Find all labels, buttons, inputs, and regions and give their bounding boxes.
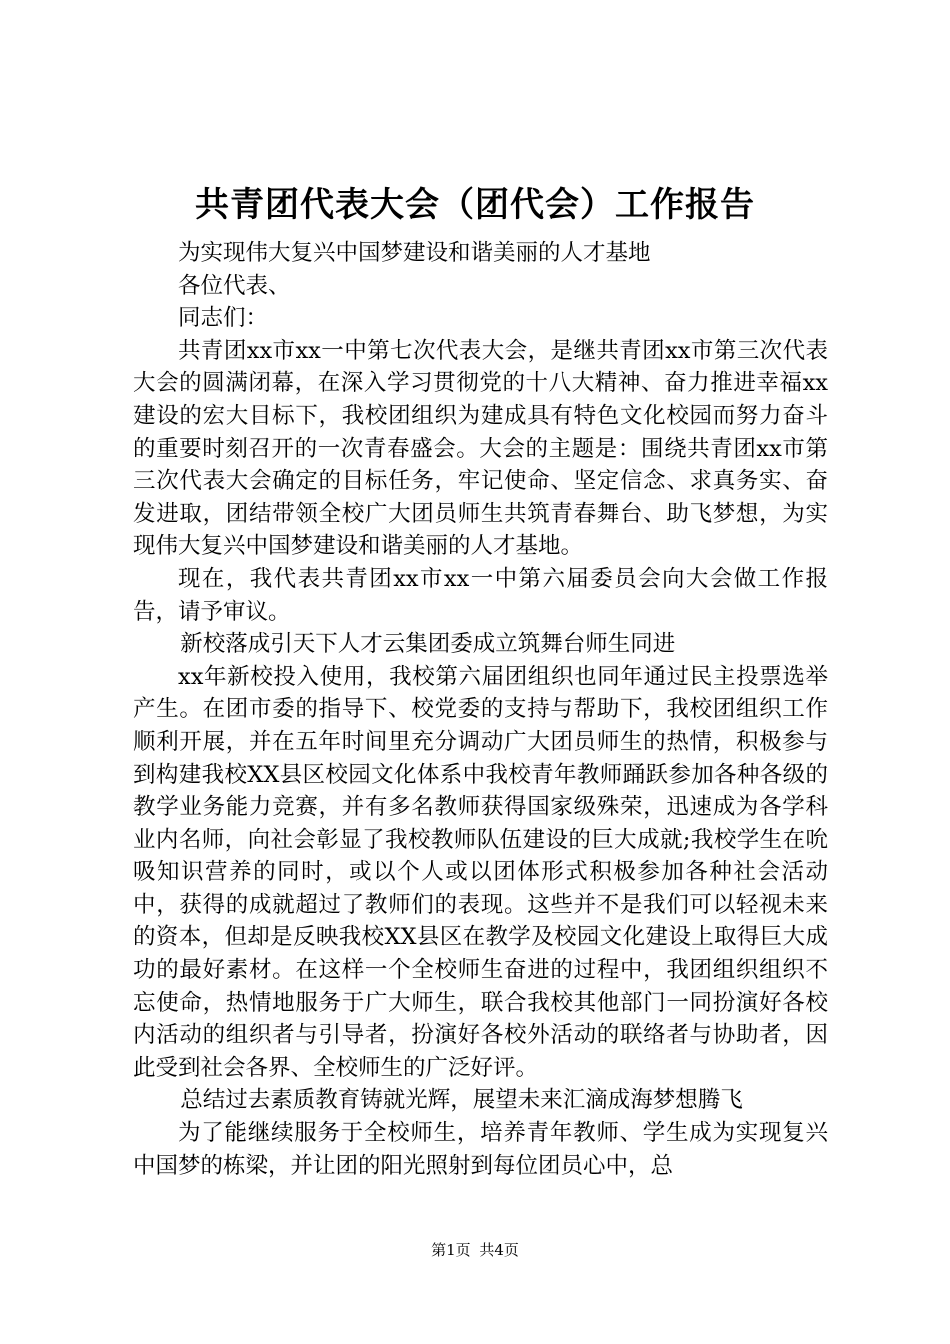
body-paragraph: 现在，我代表共青团xx市xx一中第六届委员会向大会做工作报告，请予审议。 — [133, 565, 828, 625]
body-paragraph: xx年新校投入使用，我校第六届团组织也同年通过民主投票选举产生。在团市委的指导下、校党委的支持与帮助下，我校团组织工作顺利开展，并在五年时间里充分调动广大团员师生的热情，积极参与到构建我校XX县区校园文化体系中我校青年教师踊跃参加各种各级的教学业务能力竞赛，并有多名教师获得国家级殊荣，迅速成为各学科业内名师，向社会彰显了我校教师队伍建设的巨大成就;我校学生在吮吸知识营养的同时，或以个人或以团体形式积极参加各种社会活动中，获得的成就超过了教师们的表现。这些并不是我们可以轻视未来的资本，但却是反映我校XX县区在教学及校园文化建设上取得巨大成功的最好素材。在这样一个全校师生奋进的过程中，我团组织组织不忘使命，热情地服务于广大师生，联合我校其他部门一同扮演好各校内活动的组织者与引导者，扮演好各校外活动的联络者与协助者，因此受到社会各界、全校师生的广泛好评。 — [133, 663, 828, 1081]
subtitle-paragraph: 为实现伟大复兴中国梦建设和谐美丽的人才基地 — [178, 240, 651, 266]
document-title: 共青团代表大会（团代会）工作报告 — [195, 185, 755, 225]
document-body — [133, 237, 828, 1182]
salutation-paragraph: 各位代表、 — [178, 272, 291, 299]
section-heading: 总结过去素质教育铸就光辉，展望未来汇滴成海梦想腾飞 — [180, 1087, 743, 1114]
page-footer: 第1页 共4页 — [431, 1241, 519, 1259]
salutation-paragraph: 同志们： — [178, 305, 269, 332]
section-heading: 新校落成引天下人才云集团委成立筑舞台师生同进 — [180, 631, 676, 658]
body-paragraph: 为了能继续服务于全校师生，培养青年教师、学生成为实现复兴中国梦的栋梁，并让团的阳光照射到每位团员心中，总 — [133, 1120, 828, 1179]
body-paragraph: 共青团xx市xx一中第七次代表大会，是继共青团xx市第三次代表大会的圆满闭幕，在深入学习贯彻党的十八大精神、奋力推进幸福xx建设的宏大目标下，我校团组织为建成具有特色文化校园而努力奋斗的重要时刻召开的一次青春盛会。大会的主题是：围绕共青团xx市第三次代表大会确定的目标任务，牢记使命、坚定信念、求真务实、奋发进取，团结带领全校广大团员师生共筑青春舞台、助飞梦想，为实现伟大复兴中国梦建设和谐美丽的人才基地。 — [133, 337, 828, 560]
